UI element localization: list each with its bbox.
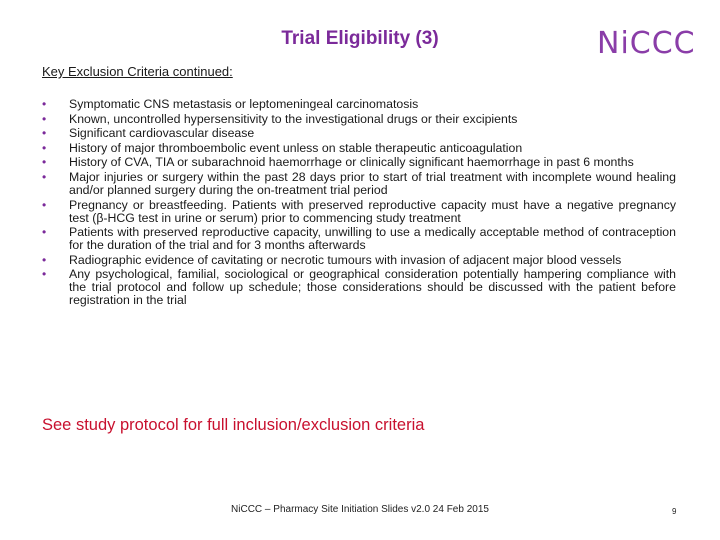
criterion-text: Major injuries or surgery within the past 28 days prior to start of trial treatment with incomplete wound healing and/or planned surgery during the on-treatment trial period <box>69 169 676 197</box>
criterion-text: Significant cardiovascular disease <box>69 126 255 141</box>
niccc-logo: NiCCC <box>597 26 696 61</box>
list-item <box>42 171 676 197</box>
list-item <box>42 254 676 267</box>
see-protocol-note: See study protocol for full inclusion/exclusion criteria <box>42 416 425 434</box>
bullet-icon: • <box>42 267 47 282</box>
section-subheading: Key Exclusion Criteria continued: <box>42 64 233 79</box>
list-item <box>42 98 676 111</box>
bullet-icon: • <box>42 97 47 111</box>
list-item <box>42 113 676 126</box>
bullet-icon: • <box>42 155 47 170</box>
bullet-icon: • <box>42 169 47 184</box>
slide-title: Trial Eligibility (3) <box>281 28 439 49</box>
bullet-icon: • <box>42 126 47 141</box>
bullet-icon: • <box>42 111 47 126</box>
list-item <box>42 142 676 155</box>
slide-footer: NiCCC – Pharmacy Site Initiation Slides v2.0 24 Feb 2015 <box>231 504 489 515</box>
list-item <box>42 226 676 252</box>
criterion-text: Any psychological, familial, sociological or geographical consideration potentially hampering compliance with the trial protocol and follow up schedule; those considerations should be discussed with the patient before registration in the trial <box>69 267 676 308</box>
exclusion-criteria-list <box>42 98 676 309</box>
criterion-text: Known, uncontrolled hypersensitivity to the investigational drugs or their excipients <box>69 111 518 126</box>
bullet-icon: • <box>42 225 47 240</box>
list-item <box>42 127 676 140</box>
list-item <box>42 156 676 169</box>
list-item <box>42 199 676 225</box>
page-number: 9 <box>672 507 677 516</box>
bullet-icon: • <box>42 252 47 267</box>
criterion-text: History of CVA, TIA or subarachnoid haemorrhage or clinically significant haemorrhage in past 6 months <box>69 155 634 170</box>
criterion-text: Radiographic evidence of cavitating or necrotic tumours with invasion of adjacent major blood vessels <box>69 252 622 267</box>
criterion-text: Patients with preserved reproductive capacity, unwilling to use a medically acceptable method of contraception for the duration of the trial and for 3 months afterwards <box>69 225 676 253</box>
bullet-icon: • <box>42 140 47 155</box>
criterion-text: Symptomatic CNS metastasis or leptomeningeal carcinomatosis <box>69 97 419 111</box>
criterion-text: Pregnancy or breastfeeding. Patients with preserved reproductive capacity must have a negative pregnancy test (β-HCG test in urine or serum) prior to commencing study treatment <box>69 197 676 225</box>
bullet-icon: • <box>42 197 47 212</box>
list-item <box>42 268 676 307</box>
criterion-text: History of major thromboembolic event unless on stable therapeutic anticoagulation <box>69 140 523 155</box>
